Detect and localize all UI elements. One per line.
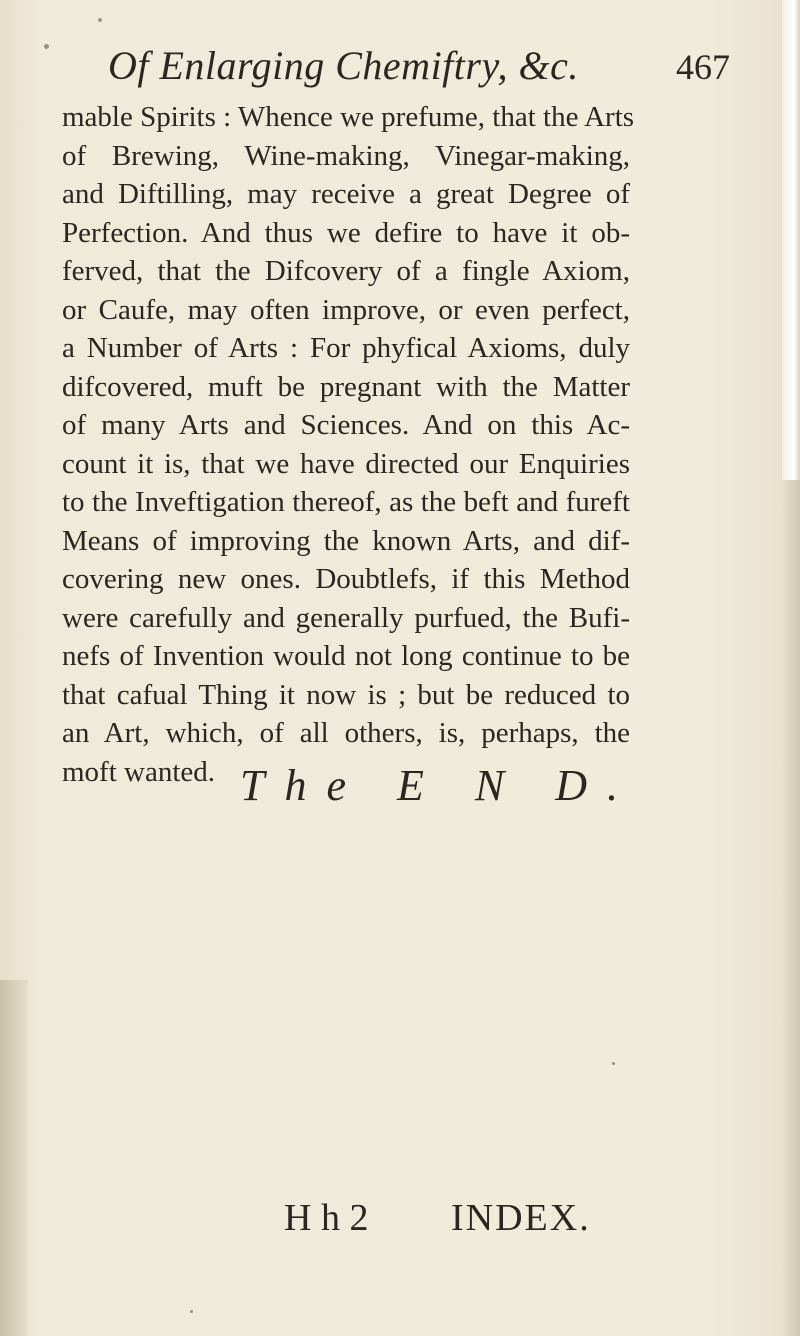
text-line: and Diftilling, may receive a great Degree of bbox=[62, 178, 630, 210]
running-head-title: Of Enlarging Chemiftry, &c. bbox=[108, 43, 579, 88]
paper-speck bbox=[44, 44, 49, 49]
text-line: covering new ones. Doubtlefs, if this Method bbox=[62, 563, 630, 595]
running-head bbox=[108, 40, 728, 100]
catchword: INDEX. bbox=[451, 1197, 591, 1239]
text-line: of many Arts and Sciences. And on this Ac- bbox=[62, 409, 630, 441]
text-line: an Art, which, of all others, is, perhaps, the bbox=[62, 717, 630, 749]
text-line: to the Inveftigation thereof, as the beft and fureft bbox=[62, 486, 630, 518]
page-edge bbox=[782, 0, 800, 480]
text-line: count it is, that we have directed our Enquiries bbox=[62, 447, 630, 480]
paper-speck bbox=[190, 1310, 193, 1313]
text-line: that cafual Thing it now is ; but be reduced to bbox=[62, 678, 630, 711]
text-line: a Number of Arts : For phyfical Axioms, duly bbox=[62, 332, 630, 364]
page-number: 467 bbox=[676, 47, 730, 87]
binding-shadow bbox=[0, 980, 28, 1336]
text-line: were carefully and generally purfued, the Bufi- bbox=[62, 601, 630, 634]
text-line: nefs of Invention would not long continue to be bbox=[62, 640, 630, 672]
text-line: ferved, that the Difcovery of a fingle Axiom, bbox=[62, 255, 630, 287]
text-line: mable Spirits : Whence we prefume, that the Arts bbox=[62, 101, 635, 133]
text-line: of Brewing, Wine-making, Vinegar-making, bbox=[62, 139, 630, 172]
text-line: Perfection. And thus we defire to have it ob- bbox=[62, 216, 630, 249]
text-line: moft wanted. bbox=[62, 755, 216, 788]
paper-speck bbox=[612, 1062, 615, 1065]
text-line: Means of improving the known Arts, and dif- bbox=[62, 524, 630, 557]
body-text bbox=[62, 98, 635, 791]
the-end-heading: The E N D. bbox=[240, 761, 638, 810]
paper-speck bbox=[98, 18, 102, 22]
text-line: difcovered, muft be pregnant with the Matter bbox=[62, 370, 630, 403]
signature-mark: H h 2 bbox=[284, 1197, 369, 1239]
text-line: or Caufe, may often improve, or even perfect, bbox=[62, 293, 630, 326]
